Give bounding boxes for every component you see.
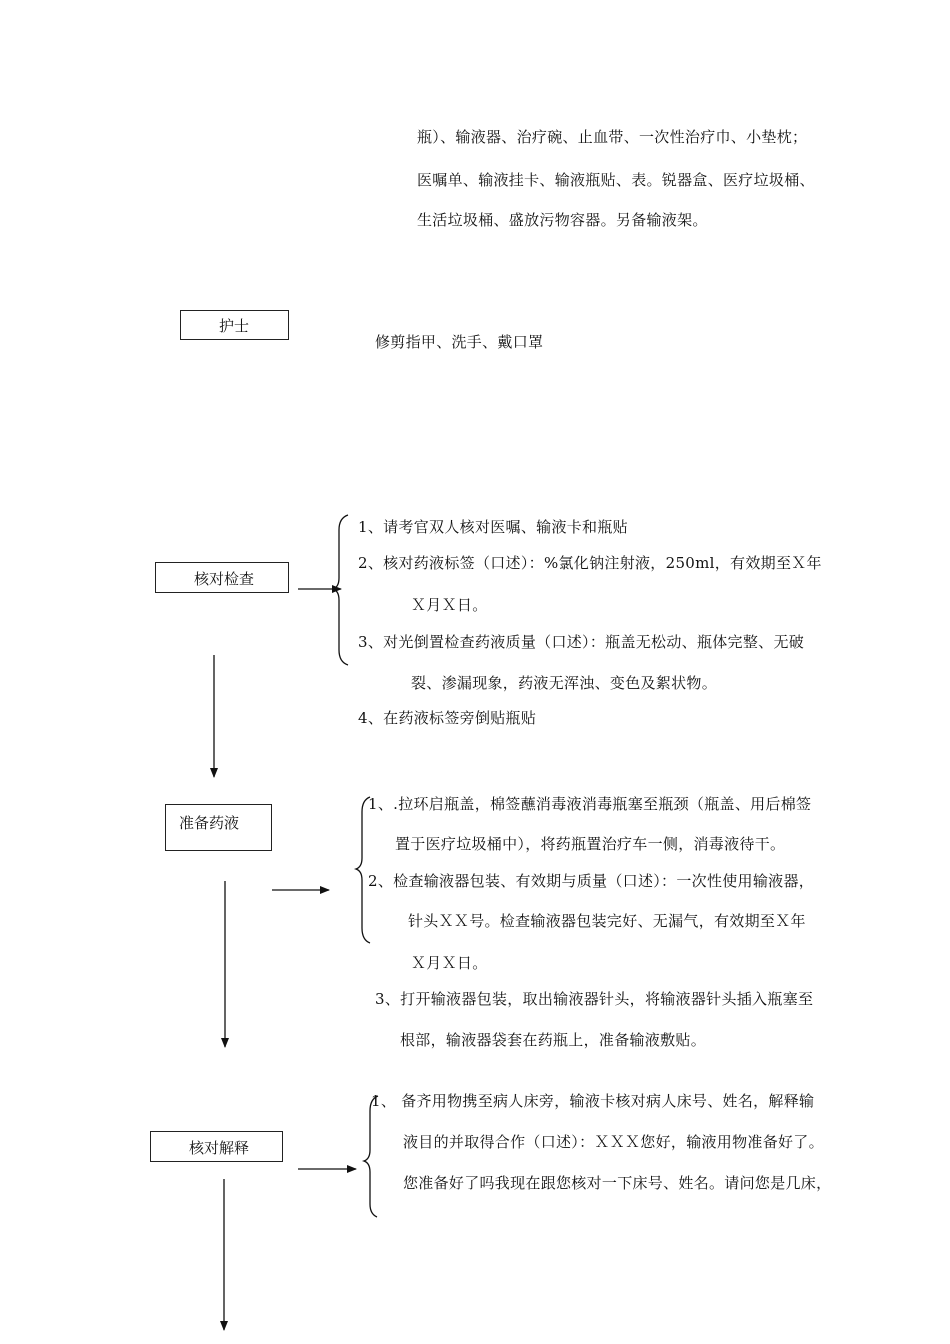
prepare-item-3-cont: 根部，输液器袋套在药瓶上，准备输液敷贴。 [400, 1031, 707, 1049]
nurse-label: 护士 [219, 317, 250, 335]
prepare-item-2: 2、检查输液器包装、有效期与质量（口述）：一次性使用输液器， [368, 872, 815, 890]
nurse-text: 修剪指甲、洗手、戴口罩 [375, 333, 544, 351]
check-item-2-cont: Ｘ月Ｘ日。 [411, 596, 488, 614]
prepare-item-3: 3、打开输液器包装，取出输液器针头，将输液器针头插入瓶塞至 [375, 990, 814, 1008]
prepare-item-2-cont2: Ｘ月Ｘ日。 [411, 954, 488, 972]
materials-line-1: 瓶）、输液器、治疗碗、止血带、一次性治疗巾、小垫枕； [417, 128, 808, 146]
check-item-4: 4、在药液标签旁倒贴瓶贴 [358, 709, 537, 727]
check-item-1: 1、请考官双人核对医嘱、输液卡和瓶贴 [358, 518, 628, 536]
check-item-2: 2、核对药液标签（口述）：%氯化钠注射液，250ml，有效期至Ｘ年 [358, 554, 822, 572]
explain-item-1-cont: 液目的并取得合作（口述）：ＸＸＸ您好，输液用物准备好了。 [403, 1133, 824, 1151]
check-label: 核对检查 [194, 570, 255, 588]
materials-line-2: 医嘱单、输液挂卡、输液瓶贴、表。锐器盒、医疗垃圾桶、 [417, 171, 815, 189]
explain-label: 核对解释 [189, 1139, 250, 1157]
prepare-item-1-cont: 置于医疗垃圾桶中），将药瓶置治疗车一侧，消毒液待干。 [395, 835, 786, 853]
explain-item-1-cont2: 您准备好了吗我现在跟您核对一下床号、姓名。请问您是几床， [403, 1174, 832, 1192]
materials-line-3: 生活垃圾桶、盛放污物容器。另备输液架。 [417, 211, 708, 229]
prepare-label: 准备药液 [179, 814, 240, 832]
prepare-brace [356, 797, 370, 943]
check-item-3: 3、对光倒置检查药液质量（口述）：瓶盖无松动、瓶体完整、无破 [358, 633, 805, 651]
explain-brace [364, 1096, 378, 1217]
prepare-item-2-cont: 针头ＸＸ号。检查输液器包装完好、无漏气，有效期至Ｘ年 [408, 912, 806, 930]
explain-item-1: 1、 备齐用物携至病人床旁，输液卡核对病人床号、姓名，解释输 [371, 1092, 815, 1110]
prepare-item-1: 1、.拉环启瓶盖，棉签蘸消毒液消毒瓶塞至瓶颈（瓶盖、用后棉签 [368, 795, 812, 813]
check-item-3-cont: 裂、渗漏现象，药液无浑浊、变色及絮状物。 [411, 674, 718, 692]
check-brace [333, 515, 348, 665]
